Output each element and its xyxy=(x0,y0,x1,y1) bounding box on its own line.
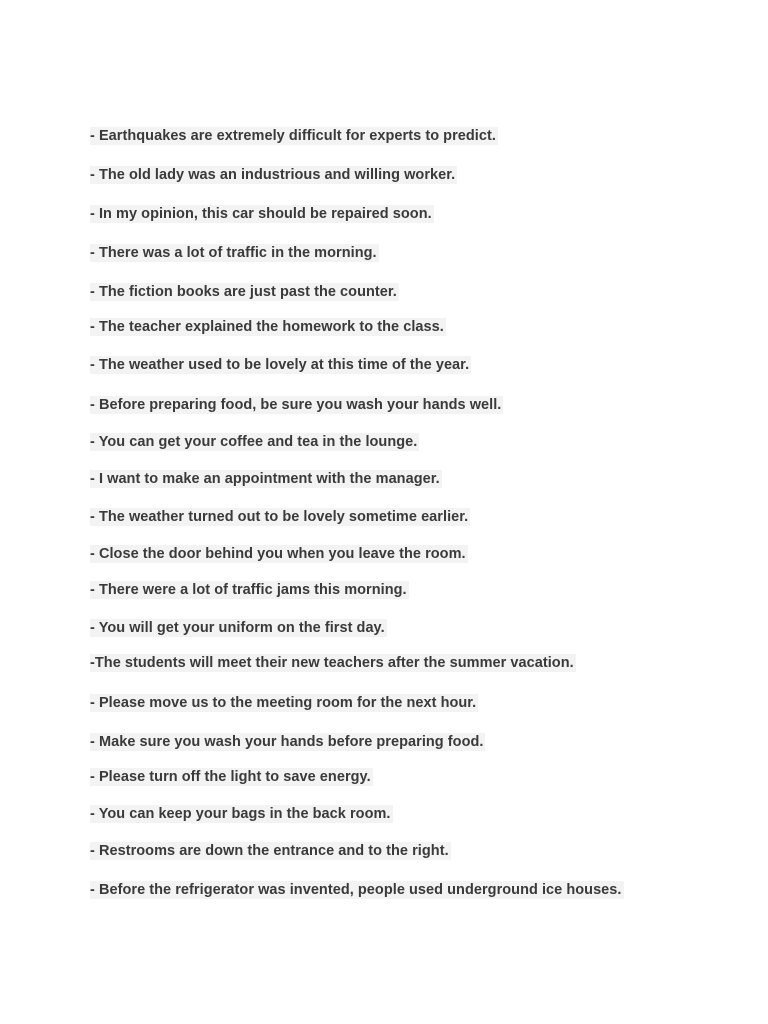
sentence-text: - There was a lot of traffic in the morning. xyxy=(90,245,377,261)
sentence-line xyxy=(90,432,419,452)
sentence-text: - Earthquakes are extremely difficult for experts to predict. xyxy=(90,128,496,144)
sentence-text: - Please turn off the light to save energy. xyxy=(90,769,371,785)
sentence-line xyxy=(90,693,478,713)
sentence-text: - The old lady was an industrious and willing worker. xyxy=(90,167,456,183)
sentence-text: - Before the refrigerator was invented, people used underground ice houses. xyxy=(90,882,622,898)
sentence-line xyxy=(90,580,409,600)
sentence-text: - Close the door behind you when you leave the room. xyxy=(90,546,466,562)
sentence-text: - The weather used to be lovely at this time of the year. xyxy=(90,357,470,373)
sentence-line xyxy=(90,653,576,673)
sentence-text: -The students will meet their new teachers after the summer vacation. xyxy=(90,655,574,671)
sentence-text: - The weather turned out to be lovely sometime earlier. xyxy=(90,509,469,525)
sentence-text: - The teacher explained the homework to the class. xyxy=(90,319,444,335)
sentence-line xyxy=(90,243,379,263)
sentence-line xyxy=(90,317,446,337)
sentence-text: - You can keep your bags in the back room. xyxy=(90,806,391,822)
sentence-line xyxy=(90,126,498,146)
sentence-line xyxy=(90,204,434,224)
sentence-line xyxy=(90,841,451,861)
sentence-text: - Make sure you wash your hands before preparing food. xyxy=(90,734,484,750)
sentence-line xyxy=(90,165,457,185)
sentence-text: - There were a lot of traffic jams this morning. xyxy=(90,582,407,598)
sentence-text: - The fiction books are just past the counter. xyxy=(90,284,397,300)
sentence-line xyxy=(90,282,399,302)
sentence-line xyxy=(90,469,442,489)
sentence-line xyxy=(90,732,485,752)
sentence-text: - Please move us to the meeting room for the next hour. xyxy=(90,695,477,711)
sentence-text: - You can get your coffee and tea in the lounge. xyxy=(90,434,418,450)
sentence-line xyxy=(90,544,468,564)
sentence-text: - Restrooms are down the entrance and to the right. xyxy=(90,843,449,859)
sentence-line xyxy=(90,618,387,638)
sentence-line xyxy=(90,395,503,415)
sentence-line xyxy=(90,355,471,375)
sentence-line xyxy=(90,880,624,900)
sentence-text: - In my opinion, this car should be repaired soon. xyxy=(90,206,432,222)
sentence-text: - I want to make an appointment with the manager. xyxy=(90,471,440,487)
sentence-text: - Before preparing food, be sure you wash your hands well. xyxy=(90,397,502,413)
sentence-text: - You will get your uniform on the first day. xyxy=(90,620,385,636)
sentence-line xyxy=(90,804,393,824)
sentence-line xyxy=(90,507,470,527)
sentence-line xyxy=(90,767,373,787)
